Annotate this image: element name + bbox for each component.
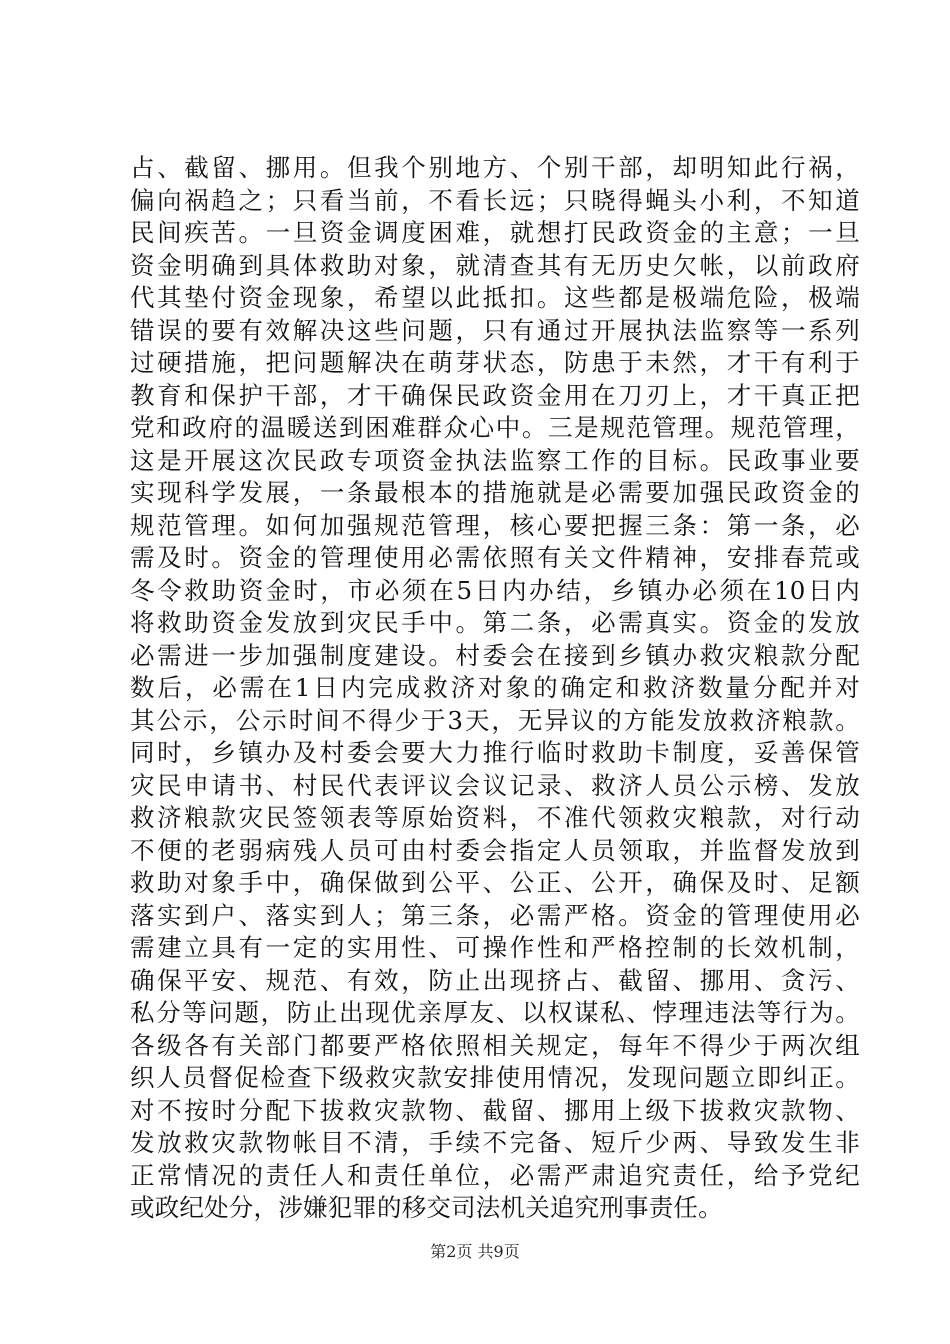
text-line: 必需进一步加强制度建设。村委会在接到乡镇办救灾粮款分配 xyxy=(130,640,860,670)
text-line: 教育和保护干部，才干确保民政资金用在刀刃上，才干真正把 xyxy=(130,380,860,410)
text-line: 救济粮款灾民签领表等原始资料，不准代领救灾粮款，对行动 xyxy=(130,803,860,832)
text-line: 这是开展这次民政专项资金执法监察工作的目标。民政事业要 xyxy=(130,445,860,475)
text-line: 偏向祸趋之；只看当前，不看长远；只晓得蝇头小利，不知道 xyxy=(130,185,860,215)
text-line: 织人员督促检查下级救灾款安排使用情况，发现问题立即纠正。 xyxy=(130,1063,860,1092)
text-line: 数后，必需在1日内完成救济对象的确定和救济数量分配并对 xyxy=(130,673,860,702)
text-line: 民间疾苦。一旦资金调度困难，就想打民政资金的主意；一旦 xyxy=(130,218,860,247)
text-line: 其公示，公示时间不得少于3天，无异议的方能发放救济粮款。 xyxy=(130,705,860,735)
text-line: 私分等问题，防止出现优亲厚友、以权谋私、悖理违法等行为。 xyxy=(130,998,860,1027)
text-line: 冬令救助资金时，市必须在5日内办结，乡镇办必须在10日内 xyxy=(130,575,860,605)
text-line: 同时，乡镇办及村委会要大力推行临时救助卡制度，妥善保管 xyxy=(130,738,860,767)
text-line: 代其垫付资金现象，希望以此抵扣。这些都是极端危险，极端 xyxy=(130,283,860,312)
text-line: 错误的要有效解决这些问题，只有通过开展执法监察等一系列 xyxy=(130,315,860,345)
text-line: 需及时。资金的管理使用必需依照有关文件精神，安排春荒或 xyxy=(130,543,860,572)
text-line: 占、截留、挪用。但我个别地方、个别干部，却明知此行祸， xyxy=(130,153,860,182)
text-line: 实现科学发展，一条最根本的措施就是必需要加强民政资金的 xyxy=(130,478,860,507)
text-line: 落实到户、落实到人；第三条，必需严格。资金的管理使用必 xyxy=(130,900,860,930)
text-line: 正常情况的责任人和责任单位，必需严肃追究责任，给予党纪 xyxy=(130,1160,860,1190)
text-line: 不便的老弱病残人员可由村委会指定人员领取，并监督发放到 xyxy=(130,835,860,865)
text-line: 灾民申请书、村民代表评议会议记录、救济人员公示榜、发放 xyxy=(130,770,860,800)
page-number: 第2页 共9页 xyxy=(430,1242,520,1261)
text-line: 救助对象手中，确保做到公平、公正、公开，确保及时、足额 xyxy=(130,868,860,897)
text-line: 对不按时分配下拔救灾款物、截留、挪用上级下拔救灾款物、 xyxy=(130,1095,860,1125)
text-line: 规范管理。如何加强规范管理，核心要把握三条：第一条，必 xyxy=(130,510,860,540)
body-paragraph xyxy=(130,152,860,1225)
text-line: 各级各有关部门都要严格依照相关规定，每年不得少于两次组 xyxy=(130,1030,860,1060)
text-line: 需建立具有一定的实用性、可操作性和严格控制的长效机制， xyxy=(130,933,860,962)
text-line: 或政纪处分，涉嫌犯罪的移交司法机关追究刑事责任。 xyxy=(130,1193,723,1222)
text-line: 党和政府的温暖送到困难群众心中。三是规范管理。规范管理， xyxy=(130,413,860,442)
text-line: 发放救灾款物帐目不清，手续不完备、短斤少两、导致发生非 xyxy=(130,1128,860,1157)
text-line: 过硬措施，把问题解决在萌芽状态，防患于未然，才干有利于 xyxy=(130,348,860,377)
text-line: 将救助资金发放到灾民手中。第二条，必需真实。资金的发放 xyxy=(130,608,860,637)
text-line: 资金明确到具体救助对象，就清查其有无历史欠帐，以前政府 xyxy=(130,250,860,280)
text-line: 确保平安、规范、有效，防止出现挤占、截留、挪用、贪污、 xyxy=(130,965,860,995)
